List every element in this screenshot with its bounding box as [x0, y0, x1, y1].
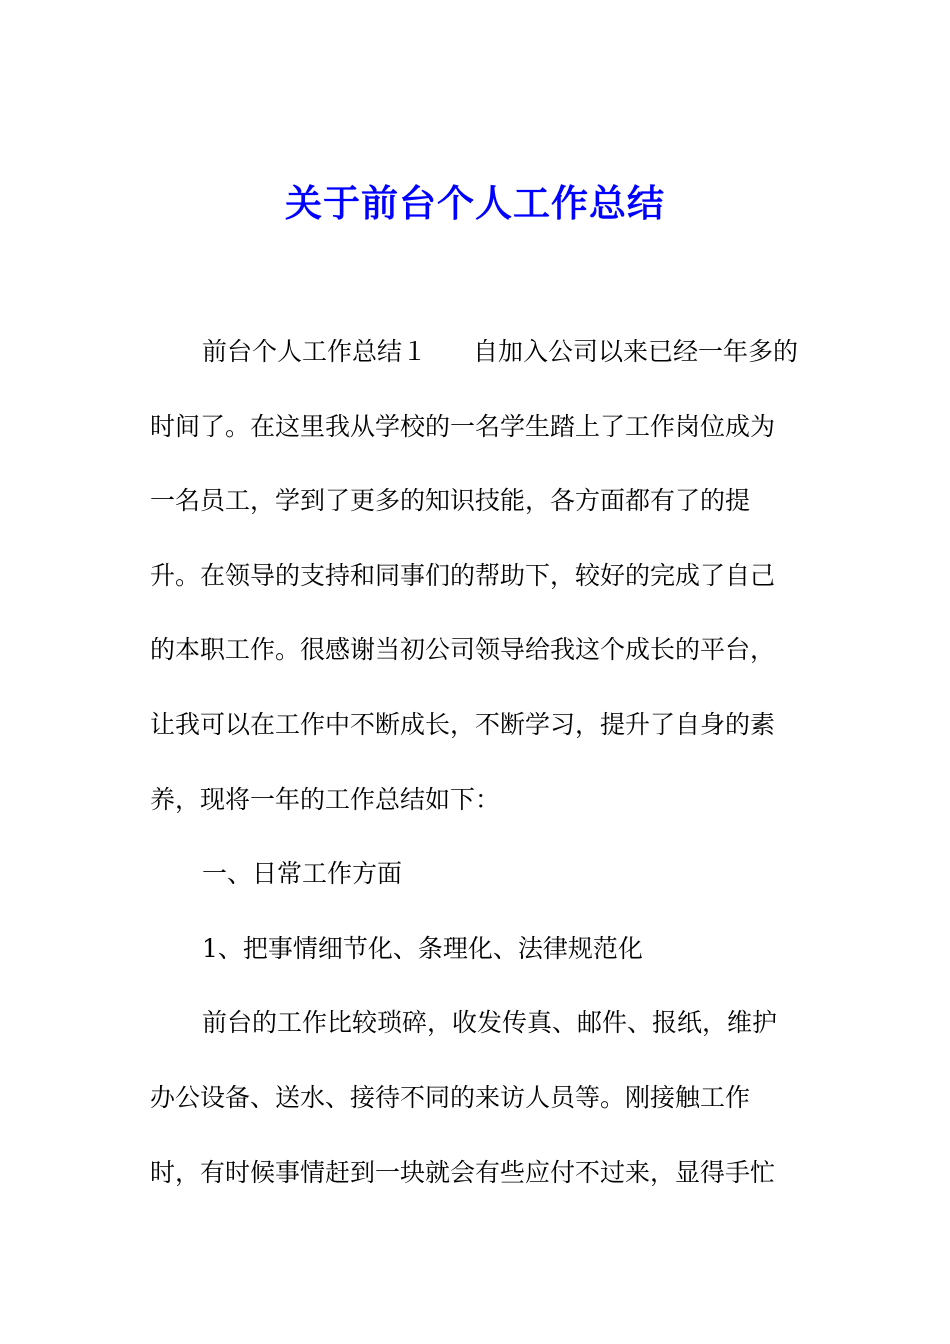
document-body	[150, 325, 815, 1220]
paragraph-line: 时间了。在这里我从学校的一名学生踏上了工作岗位成为	[150, 411, 776, 441]
section-heading-inline: 前台个人工作总结１	[202, 337, 428, 366]
paragraph-line: 时，有时候事情赶到一块就会有些应付不过来，显得手忙	[150, 1157, 776, 1187]
paragraph-line: 一名员工，学到了更多的知识技能，各方面都有了的提	[150, 486, 751, 516]
paragraph-line: 办公设备、送水、接待不同的来访人员等。刚接触工作	[150, 1082, 751, 1112]
subsection-heading: 1、把事情细节化、条理化、法律规范化	[202, 933, 643, 963]
paragraph-line	[150, 325, 815, 400]
paragraph-line: 前台的工作比较琐碎，收发传真、邮件、报纸，维护	[202, 1008, 778, 1038]
paragraph-text: 自加入公司以来已经一年多的	[473, 337, 799, 366]
document-title: 关于前台个人工作总结	[285, 181, 665, 225]
section-heading: 一、日常工作方面	[202, 859, 403, 889]
paragraph-line: 升。在领导的支持和同事们的帮助下，较好的完成了自己	[150, 560, 776, 590]
paragraph-line: 的本职工作。很感谢当初公司领导给我这个成长的平台，	[150, 635, 776, 665]
paragraph-line: 让我可以在工作中不断成长，不断学习，提升了自身的素	[150, 709, 776, 739]
paragraph-line: 养，现将一年的工作总结如下：	[150, 784, 501, 814]
